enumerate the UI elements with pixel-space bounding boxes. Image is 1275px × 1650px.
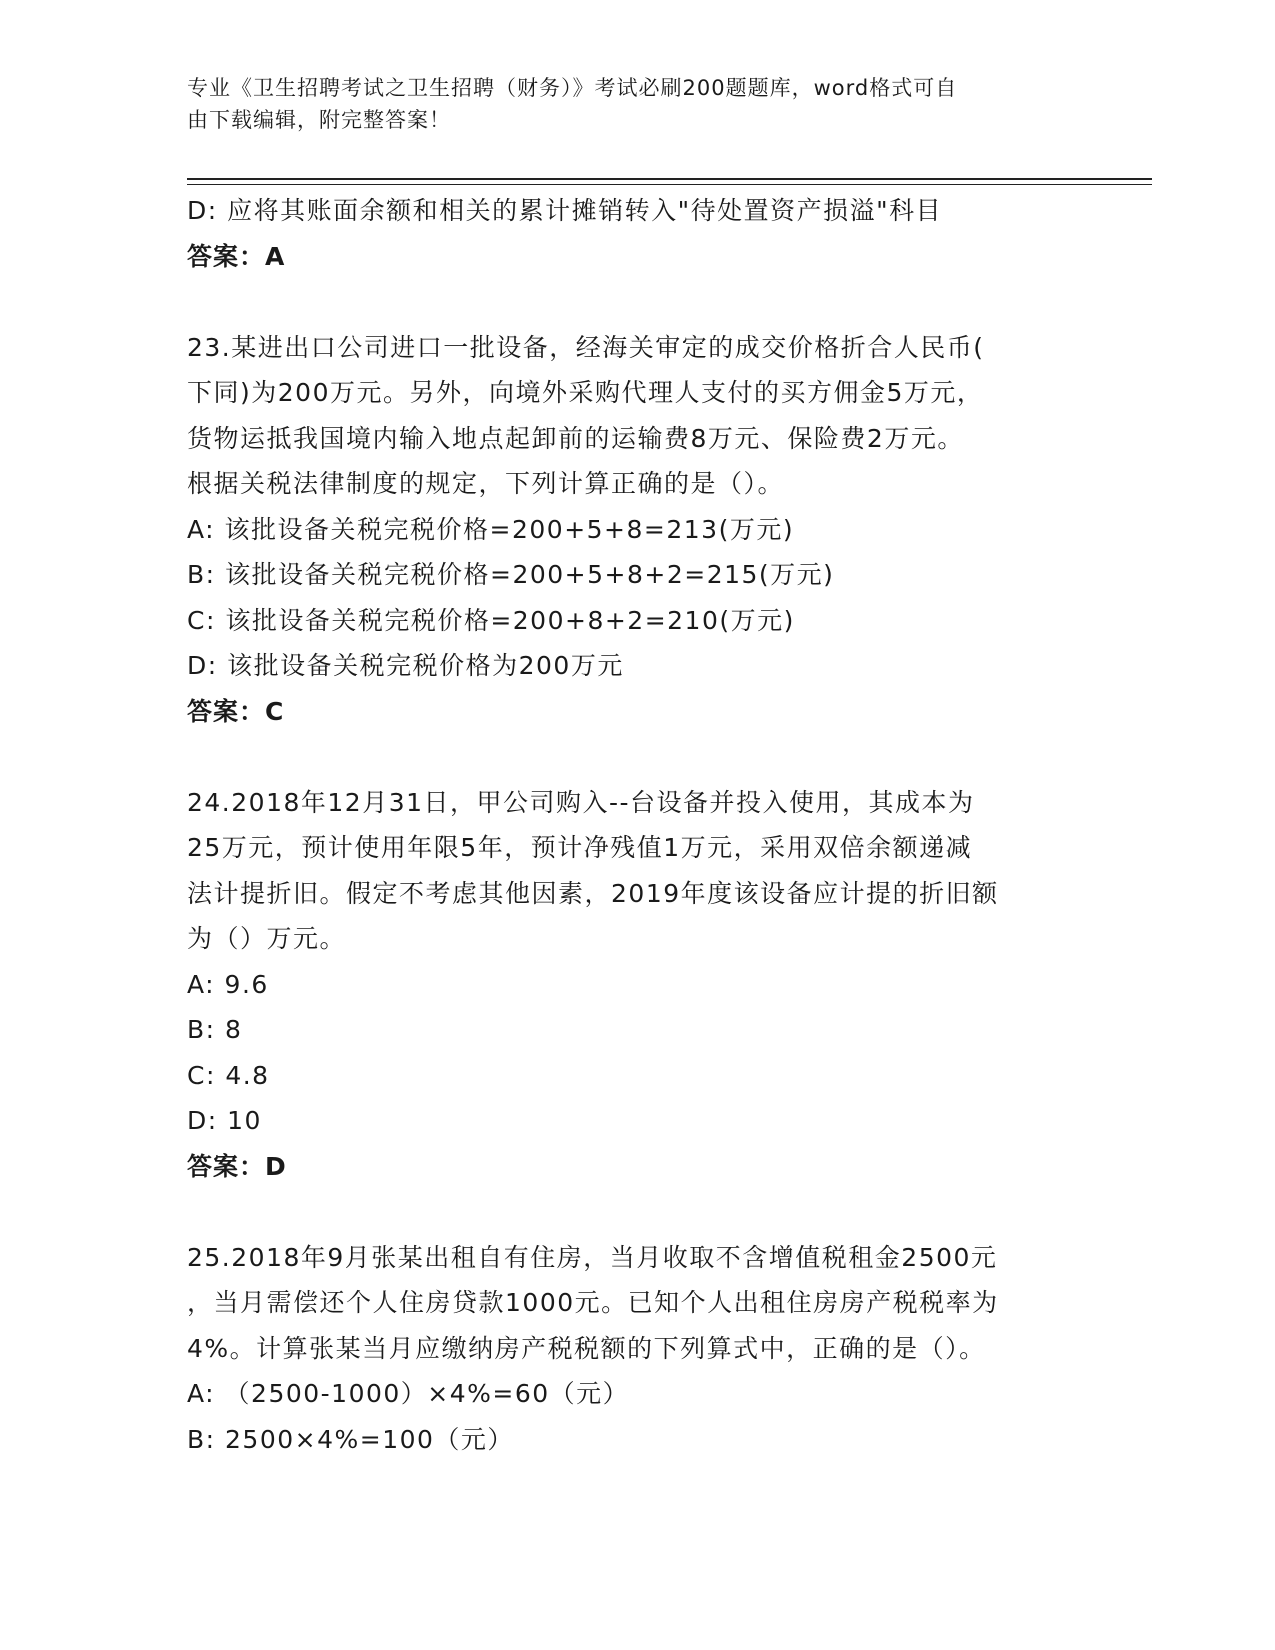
header-line-1: 专业《卫生招聘考试之卫生招聘（财务）》考试必刷200题题库，word格式可自 xyxy=(187,76,958,100)
spacer xyxy=(187,1189,1087,1235)
option-d: D: 该批设备关税完税价格为200万元 xyxy=(187,651,624,680)
option-b: B: 2500×4%=100（元） xyxy=(187,1424,514,1454)
question-stem-line: 为（）万元。 xyxy=(187,924,347,953)
option-a: A: 9.6 xyxy=(187,969,269,999)
question-22-tail xyxy=(187,188,1087,279)
option-c: C: 4.8 xyxy=(187,1060,270,1090)
option-d: D: 10 xyxy=(187,1106,262,1135)
header-divider-thin xyxy=(187,184,1152,185)
option-a: A: 该批设备关税完税价格=200+5+8=213(万元) xyxy=(187,514,795,544)
spacer xyxy=(187,279,1087,325)
question-stem-line: 根据关税法律制度的规定，下列计算正确的是（）。 xyxy=(187,469,785,498)
spacer xyxy=(187,734,1087,780)
question-stem-line: 23.某进出口公司进口一批设备，经海关审定的成交价格折合人民币( xyxy=(187,332,985,362)
question-stem-line: 24.2018年12月31日，甲公司购入--台设备并投入使用，其成本为 xyxy=(187,787,975,817)
question-stem-line: 25万元，预计使用年限5年，预计净残值1万元，采用双倍余额递减 xyxy=(187,833,973,862)
option-b: B: 该批设备关税完税价格=200+5+8+2=215(万元) xyxy=(187,560,835,589)
question-list xyxy=(187,188,1087,1462)
question-stem-line: 下同)为200万元。另外，向境外采购代理人支付的买方佣金5万元， xyxy=(187,378,984,407)
answer: 答案：C xyxy=(187,696,285,726)
option-c: C: 该批设备关税完税价格=200+8+2=210(万元) xyxy=(187,605,795,635)
question-stem-line: 法计提折旧。假定不考虑其他因素，2019年度该设备应计提的折旧额 xyxy=(187,878,999,908)
answer: 答案：D xyxy=(187,1151,287,1181)
option-d: D: 应将其账面余额和相关的累计摊销转入"待处置资产损溢"科目 xyxy=(187,196,943,225)
document-header xyxy=(187,72,1067,136)
question-stem-line: 25.2018年9月张某出租自有住房，当月收取不含增值税租金2500元 xyxy=(187,1242,998,1272)
question-stem-line: 4%。计算张某当月应缴纳房产税税额的下列算式中，正确的是（）。 xyxy=(187,1333,986,1363)
header-line-2: 由下载编辑，附完整答案！ xyxy=(187,108,451,132)
question-24 xyxy=(187,780,1087,1190)
question-25 xyxy=(187,1235,1087,1463)
header-divider-thick xyxy=(187,178,1152,180)
option-a: A: （2500-1000）×4%=60（元） xyxy=(187,1379,630,1408)
question-23 xyxy=(187,325,1087,735)
answer: 答案：A xyxy=(187,241,286,271)
question-stem-line: ，当月需偿还个人住房贷款1000元。已知个人出租住房房产税税率为 xyxy=(187,1288,999,1317)
option-b: B: 8 xyxy=(187,1015,243,1044)
question-stem-line: 货物运抵我国境内输入地点起卸前的运输费8万元、保险费2万元。 xyxy=(187,423,964,453)
